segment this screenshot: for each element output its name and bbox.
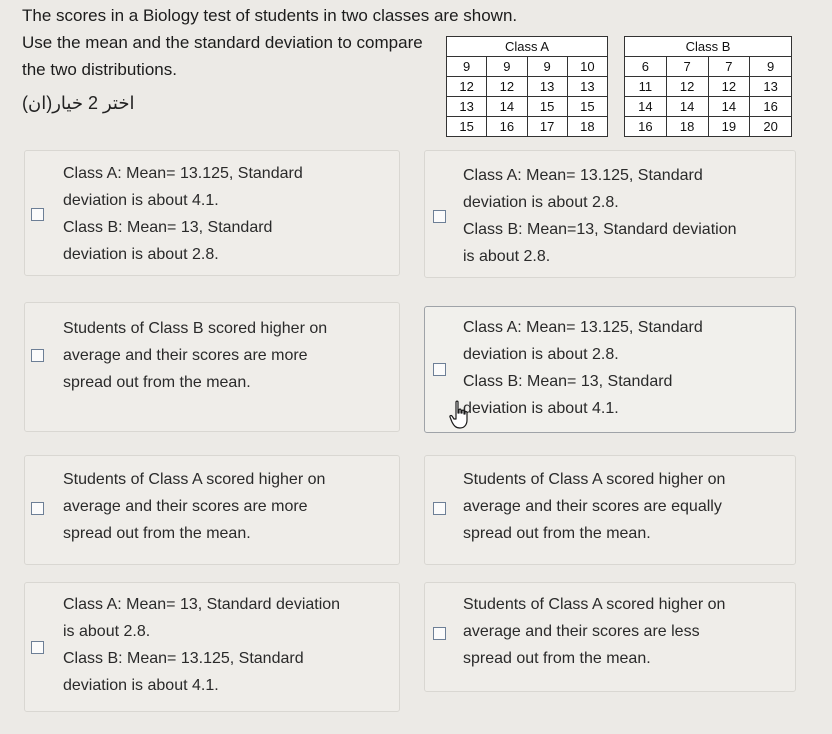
table-a-row [447, 117, 608, 137]
table-cell: 14 [625, 97, 667, 117]
table-cell: 15 [567, 97, 607, 117]
option-text-line: Class B: Mean= 13.125, Standard [63, 650, 304, 667]
option-text-line: average and their scores are more [63, 347, 308, 364]
table-cell: 14 [487, 97, 527, 117]
answer-option-7[interactable] [24, 582, 400, 712]
table-cell: 19 [708, 117, 750, 137]
question-line-3: the two distributions. [22, 60, 177, 79]
table-b-row [625, 117, 792, 137]
option-text-line: deviation is about 4.1. [463, 400, 619, 417]
table-cell: 14 [708, 97, 750, 117]
option-checkbox[interactable] [31, 641, 44, 654]
option-text-line: deviation is about 2.8. [463, 194, 619, 211]
table-b-row [625, 57, 792, 77]
table-cell: 9 [750, 57, 792, 77]
table-cell: 20 [750, 117, 792, 137]
option-checkbox[interactable] [31, 502, 44, 515]
option-text-line: spread out from the mean. [63, 374, 251, 391]
table-cell: 12 [666, 77, 708, 97]
option-text-line: average and their scores are more [63, 498, 308, 515]
class-a-title: Class A [447, 37, 608, 57]
option-text-line: is about 2.8. [63, 623, 151, 640]
question-line-1: The scores in a Biology test of students in two classes are shown. [22, 6, 518, 25]
table-cell: 12 [487, 77, 527, 97]
table-cell: 16 [487, 117, 527, 137]
question-line-2: Use the mean and the standard deviation to compare [22, 33, 423, 52]
table-cell: 15 [447, 117, 487, 137]
table-cell: 13 [750, 77, 792, 97]
table-cell: 10 [567, 57, 607, 77]
class-b-title: Class B [625, 37, 792, 57]
option-text-line: is about 2.8. [463, 248, 551, 265]
class-a-table [446, 36, 608, 137]
table-cell: 16 [625, 117, 667, 137]
option-text-line: Students of Class A scored higher on [463, 596, 726, 613]
table-cell: 9 [447, 57, 487, 77]
option-text-line: spread out from the mean. [463, 650, 651, 667]
table-b-row [625, 97, 792, 117]
table-a-row [447, 97, 608, 117]
table-cell: 12 [708, 77, 750, 97]
option-checkbox[interactable] [433, 502, 446, 515]
table-cell: 16 [750, 97, 792, 117]
answer-option-5[interactable] [24, 455, 400, 565]
option-text-line: Class B: Mean=13, Standard deviation [463, 221, 737, 238]
table-cell: 15 [527, 97, 567, 117]
option-checkbox[interactable] [31, 208, 44, 221]
table-cell: 14 [666, 97, 708, 117]
option-text-line: deviation is about 2.8. [463, 346, 619, 363]
table-cell: 7 [666, 57, 708, 77]
table-cell: 12 [447, 77, 487, 97]
option-text-line: spread out from the mean. [463, 525, 651, 542]
option-checkbox[interactable] [433, 210, 446, 223]
table-cell: 18 [567, 117, 607, 137]
table-b-row [625, 77, 792, 97]
option-text-line: Students of Class B scored higher on [63, 320, 328, 337]
option-text-line: spread out from the mean. [63, 525, 251, 542]
option-checkbox[interactable] [433, 627, 446, 640]
table-cell: 9 [527, 57, 567, 77]
table-cell: 13 [447, 97, 487, 117]
class-b-table [624, 36, 792, 137]
option-text-line: average and their scores are equally [463, 498, 722, 515]
table-cell: 11 [625, 77, 667, 97]
option-text-line: Students of Class A scored higher on [63, 471, 326, 488]
table-a-row [447, 57, 608, 77]
answer-option-8[interactable] [424, 582, 796, 692]
choose-count-label: اختر 2 خيار(ان) [22, 93, 135, 113]
table-cell: 7 [708, 57, 750, 77]
option-text-line: average and their scores are less [463, 623, 700, 640]
answer-option-1[interactable] [24, 150, 400, 276]
option-text-line: Class A: Mean= 13.125, Standard [463, 167, 703, 184]
option-text-line: deviation is about 4.1. [63, 677, 219, 694]
option-checkbox[interactable] [433, 363, 446, 376]
answer-option-4[interactable] [424, 306, 796, 433]
table-cell: 13 [567, 77, 607, 97]
option-text-line: deviation is about 2.8. [63, 246, 219, 263]
answer-option-6[interactable] [424, 455, 796, 565]
table-cell: 17 [527, 117, 567, 137]
option-text-line: Class A: Mean= 13.125, Standard [63, 165, 303, 182]
answer-option-3[interactable] [24, 302, 400, 432]
table-cell: 18 [666, 117, 708, 137]
table-a-row [447, 77, 608, 97]
hand-cursor-icon [448, 400, 472, 430]
option-text-line: Class B: Mean= 13, Standard [63, 219, 273, 236]
option-text-line: Class A: Mean= 13.125, Standard [463, 319, 703, 336]
option-text-line: deviation is about 4.1. [63, 192, 219, 209]
option-text-line: Class B: Mean= 13, Standard [463, 373, 673, 390]
table-cell: 13 [527, 77, 567, 97]
option-text-line: Class A: Mean= 13, Standard deviation [63, 596, 341, 613]
option-checkbox[interactable] [31, 349, 44, 362]
table-cell: 6 [625, 57, 667, 77]
table-cell: 9 [487, 57, 527, 77]
answer-option-2[interactable] [424, 150, 796, 278]
option-text-line: Students of Class A scored higher on [463, 471, 726, 488]
